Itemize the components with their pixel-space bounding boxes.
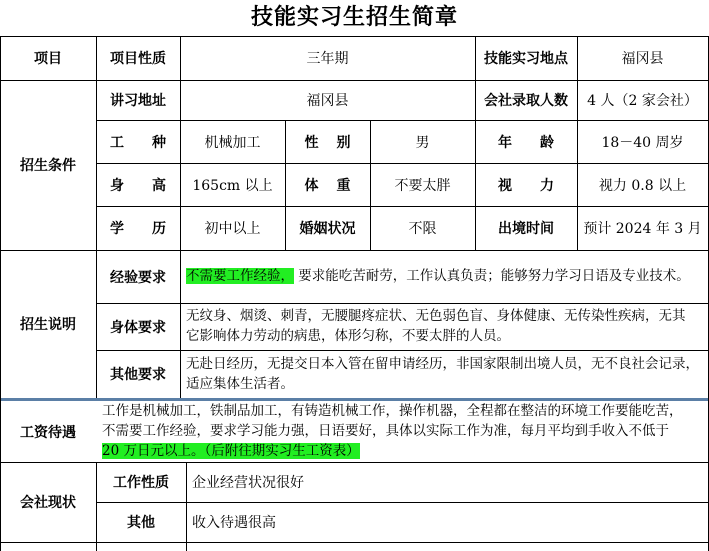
gender-label: 性 别: [304, 134, 351, 151]
lecture-address-label: 讲习地址: [110, 93, 166, 109]
gender-value: 男: [415, 134, 430, 151]
job-type-value: 机械加工: [204, 134, 261, 151]
company-other-value: 收入待遇很高: [192, 515, 276, 531]
company-status-label: 会社现状: [20, 495, 76, 511]
weight-value: 不要太胖: [394, 177, 451, 194]
education-value: 初中以上: [204, 221, 261, 237]
project-nature-value: 三年期: [306, 51, 349, 67]
page-title: 技能实习生招生简章: [250, 4, 458, 30]
job-type-label: 工 种: [110, 134, 166, 151]
age-label: 年 龄: [498, 134, 554, 151]
company-other-label: 其他: [127, 515, 155, 531]
other-req-label: 其他要求: [110, 367, 166, 383]
marital-status-value: 不限: [408, 221, 437, 237]
vision-value: 视力 0.8 以上: [598, 177, 687, 194]
salary-value: 工作是机械加工，铁制品加工，有铸造机械工作，操作机器，全程都在整洁的环境工作要能吃苦， 不需要工作经验，要求学习能力强，日语要好，具体以实际工作为准，每月平均到手收入不低于 20 万日元以上。（后附往期实习生工资表）: [102, 403, 683, 459]
hire-count-label: 会社录取人数: [484, 93, 568, 109]
health-req-label: 身体要求: [110, 319, 166, 336]
work-nature-label: 工作性质: [113, 475, 169, 491]
recruit-notes-label: 招生说明: [20, 317, 76, 333]
age-value: 18－40 周岁: [601, 134, 684, 151]
training-location-value: 福冈县: [621, 51, 664, 67]
salary-label: 工资待遇: [20, 424, 76, 441]
item-label: 项目: [34, 51, 62, 67]
recruit-conditions-label: 招生条件: [20, 158, 76, 174]
experience-req-value: 不需要工作经验， 要求能吃苦耐劳，工作认真负责；能够努力学习日语及专业技术。: [186, 268, 690, 284]
experience-highlight: 不需要工作经验，: [186, 268, 294, 284]
weight-label: 体 重: [304, 177, 351, 194]
salary-highlight: 20 万日元以上。（后附往期实习生工资表）: [102, 443, 360, 459]
experience-req-label: 经验要求: [110, 269, 166, 286]
other-req-value: 无赴日经历，无提交日本入管在留申请经历，非国家限制出境人员，无不良社会记录， 适应集体生活者。: [186, 356, 699, 392]
height-label: 身 高: [110, 177, 166, 194]
health-req-value: 无纹身、烟烫、刺青，无腰腿疼症状、无色弱色盲、身体健康、无传染性疾病，无其 它影响体力劳动的病患，体形匀称，不要太胖的人员。: [186, 308, 686, 344]
project-nature-label: 项目性质: [110, 51, 166, 67]
departure-time-value: 预计 2024 年 3 月: [583, 221, 702, 237]
vision-label: 视 力: [498, 177, 554, 194]
work-nature-value: 企业经营状况很好: [192, 475, 304, 491]
education-label: 学 历: [110, 221, 166, 237]
height-value: 165cm 以上: [192, 177, 273, 194]
training-location-label: 技能实习地点: [484, 51, 568, 67]
lecture-address-value: 福冈县: [306, 93, 349, 109]
hire-count-value: 4 人（2 家会社）: [587, 93, 698, 109]
departure-time-label: 出境时间: [498, 221, 554, 237]
marital-status-label: 婚姻状况: [299, 221, 356, 237]
